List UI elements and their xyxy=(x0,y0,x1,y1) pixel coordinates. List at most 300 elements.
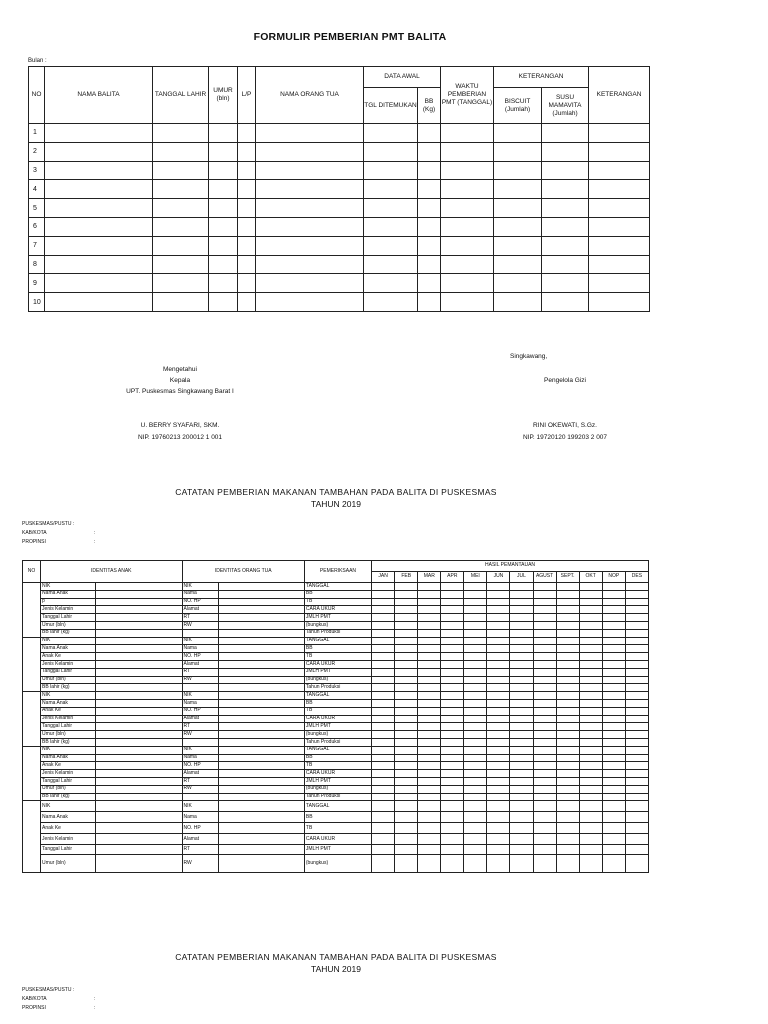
month-cell xyxy=(556,645,579,653)
month-cell xyxy=(487,777,510,785)
form-cell xyxy=(153,293,209,312)
ortu-value xyxy=(218,812,304,823)
form-cell xyxy=(418,142,441,161)
month-cell xyxy=(441,583,464,591)
month-cell xyxy=(579,614,602,622)
ortu-label: NIK xyxy=(182,746,218,754)
month-cell xyxy=(441,699,464,707)
anak-label: Umur (bln) xyxy=(41,731,96,739)
table-row xyxy=(23,660,649,668)
col-no: NO xyxy=(23,561,41,583)
anak-value xyxy=(96,723,182,731)
month-cell xyxy=(487,668,510,676)
month-cell xyxy=(441,684,464,692)
month-cell xyxy=(395,715,418,723)
month-cell xyxy=(510,762,533,770)
month-cell xyxy=(372,715,395,723)
month-cell xyxy=(602,770,625,778)
month-cell xyxy=(441,707,464,715)
ortu-label: NO. HP xyxy=(182,762,218,770)
month-cell xyxy=(395,707,418,715)
periksa-label: (bungkus) xyxy=(304,621,371,629)
form-row xyxy=(29,236,650,255)
form-cell xyxy=(256,255,364,274)
form-cell xyxy=(153,142,209,161)
month-cell xyxy=(441,653,464,661)
month-cell xyxy=(395,723,418,731)
periksa-label: TB xyxy=(304,762,371,770)
month-cell xyxy=(372,746,395,754)
month-cell xyxy=(533,629,556,637)
table-row xyxy=(23,793,649,801)
month-cell xyxy=(533,785,556,793)
month-cell xyxy=(487,583,510,591)
month-cell xyxy=(533,668,556,676)
month-cell xyxy=(602,801,625,812)
anak-label: p xyxy=(41,598,96,606)
month-cell xyxy=(441,738,464,746)
col-susu: SUSU MAMAVITA (Jumlah) xyxy=(542,88,589,124)
month-cell xyxy=(625,684,648,692)
ortu-value xyxy=(218,699,304,707)
form-cell xyxy=(418,199,441,218)
anak-label: Jenis Kelamin xyxy=(41,834,96,845)
periksa-label: TB xyxy=(304,598,371,606)
month-cell xyxy=(510,660,533,668)
col-biscuit: BISCUIT (Jumlah) xyxy=(494,88,542,124)
month-header: OKT xyxy=(579,572,602,583)
form-cell xyxy=(153,199,209,218)
form-cell xyxy=(209,255,238,274)
month-cell xyxy=(510,738,533,746)
table-row xyxy=(23,855,649,873)
month-cell xyxy=(579,637,602,645)
periksa-label: TANGGAL xyxy=(304,637,371,645)
form-cell xyxy=(45,180,153,199)
month-cell xyxy=(533,684,556,692)
ortu-value xyxy=(218,606,304,614)
month-cell xyxy=(533,738,556,746)
anak-value xyxy=(96,834,182,845)
month-cell xyxy=(602,762,625,770)
form-cell xyxy=(494,255,542,274)
month-cell xyxy=(441,715,464,723)
form-cell xyxy=(494,161,542,180)
anak-label: Anak Ke xyxy=(41,823,96,834)
form-cell xyxy=(494,124,542,143)
month-cell xyxy=(418,684,441,692)
month-cell xyxy=(464,746,487,754)
periksa-label: Tahun Produksi xyxy=(304,684,371,692)
month-cell xyxy=(464,707,487,715)
month-cell xyxy=(441,598,464,606)
month-cell xyxy=(579,621,602,629)
month-cell xyxy=(441,793,464,801)
month-header: JUN xyxy=(487,572,510,583)
anak-label: Jenis Kelamin xyxy=(41,715,96,723)
month-cell xyxy=(602,823,625,834)
month-cell xyxy=(418,754,441,762)
form-cell xyxy=(153,161,209,180)
ortu-label: Alamat xyxy=(182,715,218,723)
meta-propinsi-colon: : xyxy=(94,539,96,545)
form-cell xyxy=(209,124,238,143)
periksa-label: TANGGAL xyxy=(304,692,371,700)
periksa-label: BB xyxy=(304,645,371,653)
month-cell xyxy=(395,754,418,762)
month-cell xyxy=(395,590,418,598)
ortu-value xyxy=(218,653,304,661)
month-cell xyxy=(625,754,648,762)
form-row xyxy=(29,274,650,293)
form-cell xyxy=(364,255,418,274)
periksa-label: CARA UKUR xyxy=(304,715,371,723)
month-cell xyxy=(510,699,533,707)
form-cell xyxy=(45,236,153,255)
month-cell xyxy=(464,583,487,591)
table-row xyxy=(23,653,649,661)
anak-label: NIK xyxy=(41,692,96,700)
month-cell xyxy=(602,855,625,873)
month-cell xyxy=(418,707,441,715)
month-cell xyxy=(418,746,441,754)
month-header: SEPT. xyxy=(556,572,579,583)
month-cell xyxy=(625,699,648,707)
month-cell xyxy=(418,590,441,598)
month-cell xyxy=(441,770,464,778)
month-cell xyxy=(579,738,602,746)
ortu-label: RT xyxy=(182,777,218,785)
ortu-label xyxy=(182,629,218,637)
month-cell xyxy=(602,746,625,754)
month-cell xyxy=(556,754,579,762)
month-cell xyxy=(579,660,602,668)
month-cell xyxy=(533,793,556,801)
meta-kabkota-2: KAB/KOTA xyxy=(22,996,47,1002)
form-cell xyxy=(494,274,542,293)
ortu-label: Nama xyxy=(182,590,218,598)
form-cell xyxy=(153,180,209,199)
form-cell xyxy=(589,274,650,293)
form-cell xyxy=(542,293,589,312)
month-cell xyxy=(487,834,510,845)
month-cell xyxy=(510,684,533,692)
month-cell xyxy=(556,812,579,823)
ortu-value xyxy=(218,777,304,785)
month-cell xyxy=(625,629,648,637)
month-cell xyxy=(372,834,395,845)
col-keterangan: KETERANGAN xyxy=(589,67,650,124)
month-cell xyxy=(579,645,602,653)
month-cell xyxy=(464,653,487,661)
month-cell xyxy=(602,845,625,855)
anak-label: Nama Anak xyxy=(41,590,96,598)
ortu-value xyxy=(218,754,304,762)
month-cell xyxy=(395,834,418,845)
form-cell xyxy=(542,124,589,143)
month-cell xyxy=(441,660,464,668)
form-cell xyxy=(256,161,364,180)
meta-propinsi-colon-2: : xyxy=(94,1005,96,1011)
form-row xyxy=(29,293,650,312)
month-cell xyxy=(372,754,395,762)
sig-right-nip: NIP. 19720120 199203 2 007 xyxy=(522,434,608,441)
ortu-label: RW xyxy=(182,621,218,629)
table-row xyxy=(23,834,649,845)
anak-value xyxy=(96,812,182,823)
ortu-value xyxy=(218,684,304,692)
form-cell xyxy=(45,142,153,161)
month-cell xyxy=(464,845,487,855)
month-cell xyxy=(441,723,464,731)
month-cell xyxy=(533,762,556,770)
month-cell xyxy=(372,598,395,606)
month-cell xyxy=(441,692,464,700)
form-cell xyxy=(364,199,418,218)
month-cell xyxy=(441,823,464,834)
anak-value xyxy=(96,731,182,739)
form-cell xyxy=(441,161,494,180)
form-cell xyxy=(441,217,494,236)
month-cell xyxy=(625,621,648,629)
anak-value xyxy=(96,746,182,754)
month-cell xyxy=(510,770,533,778)
ortu-label: Nama xyxy=(182,645,218,653)
month-cell xyxy=(533,845,556,855)
anak-label: Nama Anak xyxy=(41,754,96,762)
form-cell xyxy=(542,255,589,274)
form-cell xyxy=(364,217,418,236)
month-cell xyxy=(395,777,418,785)
ortu-label: Alamat xyxy=(182,660,218,668)
month-cell xyxy=(579,583,602,591)
form-cell xyxy=(45,274,153,293)
month-cell xyxy=(510,629,533,637)
table-row xyxy=(23,762,649,770)
form-cell xyxy=(45,255,153,274)
month-cell xyxy=(602,629,625,637)
col-pemeriksaan: PEMERIKSAAN xyxy=(304,561,371,583)
form-cell xyxy=(542,180,589,199)
month-cell xyxy=(625,583,648,591)
month-cell xyxy=(533,645,556,653)
ortu-value xyxy=(218,629,304,637)
ortu-label: RT xyxy=(182,614,218,622)
anak-value xyxy=(96,606,182,614)
month-cell xyxy=(602,793,625,801)
month-cell xyxy=(372,845,395,855)
form-cell xyxy=(256,142,364,161)
ortu-label: NIK xyxy=(182,692,218,700)
month-cell xyxy=(556,723,579,731)
table-row xyxy=(23,801,649,812)
form-cell xyxy=(209,199,238,218)
month-cell xyxy=(418,660,441,668)
ortu-label: Alamat xyxy=(182,606,218,614)
form-cell xyxy=(364,293,418,312)
form-cell xyxy=(256,124,364,143)
anak-label: Tanggal Lahir xyxy=(41,668,96,676)
month-cell xyxy=(418,629,441,637)
anak-value xyxy=(96,692,182,700)
month-cell xyxy=(602,676,625,684)
month-cell xyxy=(579,723,602,731)
month-cell xyxy=(395,692,418,700)
form-cell xyxy=(418,293,441,312)
month-cell xyxy=(579,715,602,723)
table-row xyxy=(23,668,649,676)
month-cell xyxy=(579,762,602,770)
anak-value xyxy=(96,590,182,598)
month-cell xyxy=(487,707,510,715)
ortu-label: Nama xyxy=(182,812,218,823)
form-cell xyxy=(364,180,418,199)
month-cell xyxy=(395,606,418,614)
form-cell xyxy=(441,180,494,199)
month-cell xyxy=(625,746,648,754)
month-cell xyxy=(418,621,441,629)
form-cell xyxy=(238,255,256,274)
month-cell xyxy=(579,699,602,707)
table-row xyxy=(23,606,649,614)
form-cell xyxy=(441,274,494,293)
ortu-value xyxy=(218,668,304,676)
month-cell xyxy=(556,731,579,739)
form-cell xyxy=(209,293,238,312)
anak-value xyxy=(96,845,182,855)
anak-label: Jenis Kelamin xyxy=(41,606,96,614)
ortu-label: NO. HP xyxy=(182,823,218,834)
periksa-label: TANGGAL xyxy=(304,746,371,754)
form-cell xyxy=(589,255,650,274)
ortu-value xyxy=(218,645,304,653)
periksa-label: JMLH PMT xyxy=(304,723,371,731)
month-cell xyxy=(510,855,533,873)
month-header: NOP xyxy=(602,572,625,583)
table-row xyxy=(23,812,649,823)
month-cell xyxy=(625,598,648,606)
month-cell xyxy=(418,731,441,739)
form-cell xyxy=(542,217,589,236)
ortu-value xyxy=(218,692,304,700)
periksa-label: Tahun Produksi xyxy=(304,629,371,637)
month-cell xyxy=(579,801,602,812)
form-cell xyxy=(209,217,238,236)
month-cell xyxy=(441,606,464,614)
month-cell xyxy=(510,606,533,614)
meta-kabkota-colon-2: : xyxy=(94,996,96,1002)
month-cell xyxy=(510,801,533,812)
ortu-value xyxy=(218,823,304,834)
month-cell xyxy=(441,590,464,598)
month-cell xyxy=(556,834,579,845)
month-cell xyxy=(579,754,602,762)
col-keterangan-group: KETERANGAN xyxy=(494,67,589,88)
form-cell xyxy=(542,274,589,293)
month-cell xyxy=(487,715,510,723)
month-cell xyxy=(487,801,510,812)
month-cell xyxy=(464,590,487,598)
month-cell xyxy=(418,823,441,834)
month-cell xyxy=(464,738,487,746)
month-cell xyxy=(556,823,579,834)
month-cell xyxy=(372,621,395,629)
meta-puskesmas-2: PUSKESMAS/PUSTU : xyxy=(22,987,75,993)
form-cell xyxy=(238,180,256,199)
month-cell xyxy=(395,598,418,606)
month-header: MEI xyxy=(464,572,487,583)
month-cell xyxy=(487,637,510,645)
month-cell xyxy=(556,590,579,598)
month-cell xyxy=(487,676,510,684)
month-cell xyxy=(579,793,602,801)
month-cell xyxy=(418,668,441,676)
month-cell xyxy=(487,793,510,801)
month-cell xyxy=(625,855,648,873)
sig-left-3: UPT. Puskesmas Singkawang Barat I xyxy=(126,388,234,395)
periksa-label: (bungkus) xyxy=(304,731,371,739)
table-row xyxy=(23,676,649,684)
table-row xyxy=(23,637,649,645)
month-cell xyxy=(464,598,487,606)
month-cell xyxy=(533,637,556,645)
month-cell xyxy=(533,676,556,684)
table-row xyxy=(23,621,649,629)
month-cell xyxy=(395,855,418,873)
ortu-value xyxy=(218,590,304,598)
month-cell xyxy=(487,785,510,793)
table-row xyxy=(23,614,649,622)
col-nama-balita: NAMA BALITA xyxy=(45,67,153,124)
month-cell xyxy=(625,715,648,723)
row-number: 4 xyxy=(29,180,45,199)
month-cell xyxy=(487,692,510,700)
row-number: 3 xyxy=(29,161,45,180)
form-cell xyxy=(441,255,494,274)
month-cell xyxy=(602,707,625,715)
ortu-label: Alamat xyxy=(182,834,218,845)
anak-label: Anak Ke xyxy=(41,762,96,770)
month-cell xyxy=(533,754,556,762)
month-cell xyxy=(625,645,648,653)
form-cell xyxy=(238,199,256,218)
form-row xyxy=(29,180,650,199)
form-cell xyxy=(209,236,238,255)
month-cell xyxy=(395,770,418,778)
month-cell xyxy=(487,614,510,622)
month-cell xyxy=(372,707,395,715)
month-cell xyxy=(579,812,602,823)
month-cell xyxy=(418,606,441,614)
col-lp: L/P xyxy=(238,67,256,124)
month-cell xyxy=(579,684,602,692)
month-cell xyxy=(487,684,510,692)
table-row xyxy=(23,777,649,785)
ortu-value xyxy=(218,715,304,723)
form-cell xyxy=(364,161,418,180)
month-cell xyxy=(395,793,418,801)
month-cell xyxy=(372,785,395,793)
month-cell xyxy=(464,621,487,629)
month-cell xyxy=(487,845,510,855)
month-cell xyxy=(556,668,579,676)
month-cell xyxy=(441,855,464,873)
col-nama-orang-tua: NAMA ORANG TUA xyxy=(256,67,364,124)
month-cell xyxy=(372,855,395,873)
form-cell xyxy=(209,274,238,293)
row-number: 8 xyxy=(29,255,45,274)
form-cell xyxy=(364,236,418,255)
